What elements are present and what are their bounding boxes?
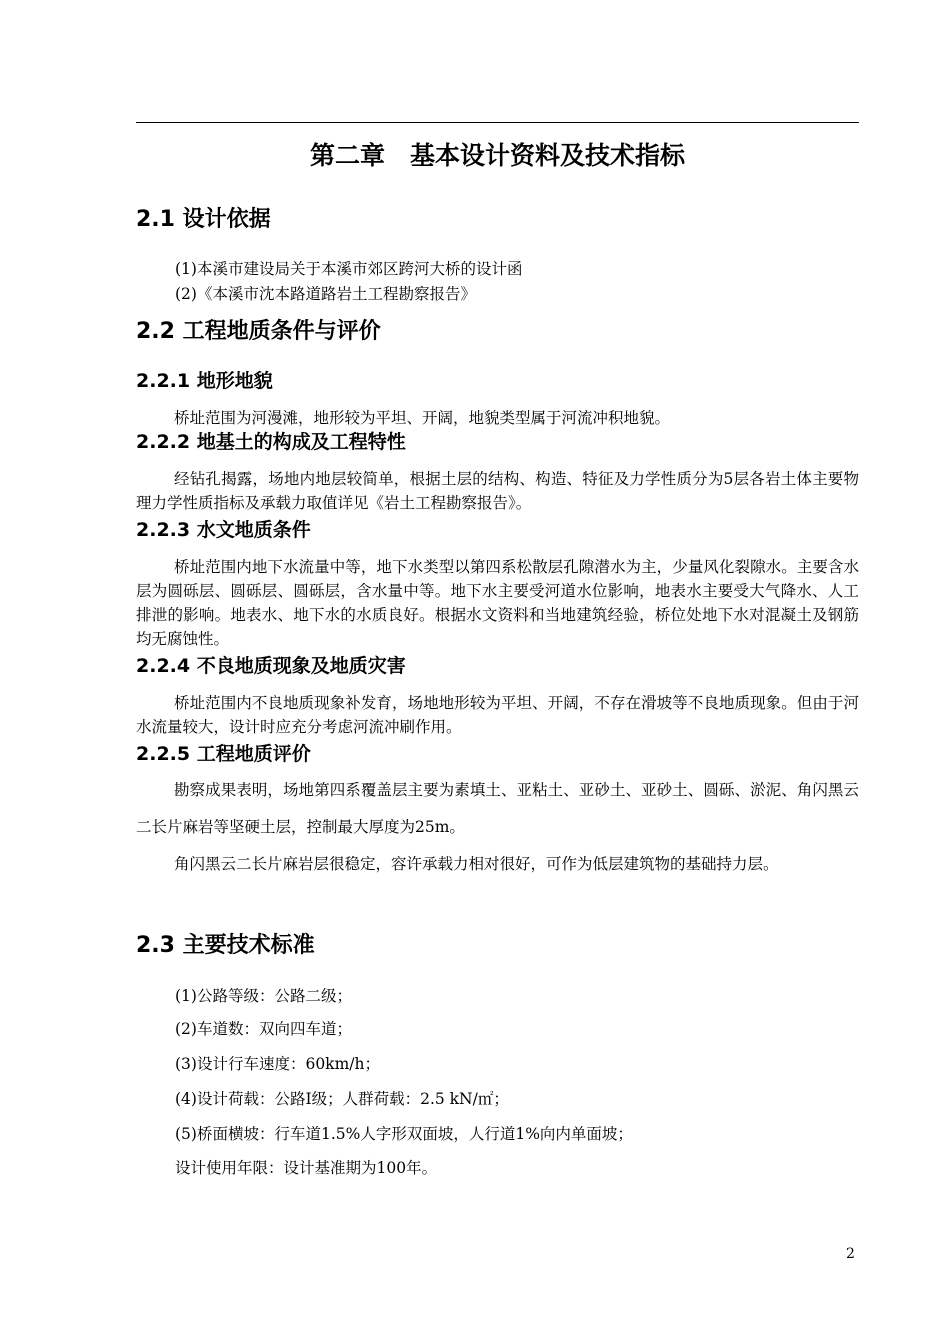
header-rule: [136, 122, 859, 123]
section-2-2-2-heading: 2.2.2 地基土的构成及工程特性: [136, 431, 406, 453]
geology-evaluation-paragraph-1: 勘察成果表明，场地第四系覆盖层主要为素填土、亚粘土、亚砂土、亚砂土、圆砾、淤泥、角闪黑云二长片麻岩等坚硬土层，控制最大厚度为25m。: [136, 781, 859, 836]
section-2-2-heading: 2.2 工程地质条件与评价: [136, 319, 381, 344]
adverse-geology-paragraph: 桥址范围内不良地质现象补发育，场地地形较为平坦、开阔，不存在滑坡等不良地质现象。但由于河水流量较大，设计时应充分考虑河流冲刷作用。: [136, 694, 859, 736]
section-2-1-heading: 2.1 设计依据: [136, 207, 271, 232]
terrain-paragraph: 桥址范围为河漫滩，地形较为平坦、开阔，地貌类型属于河流冲积地貌。: [174, 409, 671, 427]
section-2-2-4-heading: 2.2.4 不良地质现象及地质灾害: [136, 655, 406, 677]
section-2-2-3-heading: 2.2.3 水文地质条件: [136, 519, 311, 541]
basis-item-2: (2)《本溪市沈本路道路岩土工程勘察报告》: [175, 285, 476, 303]
section-2-2-1-heading: 2.2.1 地形地貌: [136, 370, 273, 392]
standard-item-6: 设计使用年限：设计基准期为100年。: [175, 1159, 438, 1177]
section-2-2-5-heading: 2.2.5 工程地质评价: [136, 743, 311, 765]
chapter-title: 第二章 基本设计资料及技术指标: [309, 141, 685, 170]
geology-evaluation-paragraph-2: 角闪黑云二长片麻岩层很稳定，容许承载力相对很好，可作为低层建筑物的基础持力层。: [174, 855, 779, 873]
basis-item-1: (1)本溪市建设局关于本溪市郊区跨河大桥的设计函: [175, 260, 523, 278]
standard-item-1: (1)公路等级：公路二级；: [175, 987, 352, 1005]
standard-item-5: (5)桥面横坡：行车道1.5%人字形双面坡，人行道1%向内单面坡；: [175, 1125, 633, 1143]
section-2-3-heading: 2.3 主要技术标准: [136, 933, 315, 958]
standard-item-2: (2)车道数：双向四车道；: [175, 1020, 352, 1038]
standard-item-3: (3)设计行车速度：60km/h；: [175, 1055, 380, 1073]
standard-item-4: (4)设计荷载：公路Ⅰ级；人群荷载：2.5 kN/㎡；: [175, 1090, 509, 1108]
hydrogeology-paragraph: 桥址范围内地下水流量中等，地下水类型以第四系松散层孔隙潜水为主，少量风化裂隙水。主要含水层为圆砾层、圆砾层、圆砾层，含水量中等。地下水主要受河道水位影响，地表水主要受大气降水、人工排泄的影响。地表水、地下水的水质良好。根据水文资料和当地建筑经验，桥位处地下水对混凝土及钢筋均无腐蚀性。: [136, 558, 859, 648]
foundation-soil-paragraph: 经钻孔揭露，场地内地层较简单，根据土层的结构、构造、特征及力学性质分为5层各岩土体主要物理力学性质指标及承载力取值详见《岩土工程勘察报告》。: [136, 470, 859, 512]
page-number: 2: [846, 1246, 855, 1262]
